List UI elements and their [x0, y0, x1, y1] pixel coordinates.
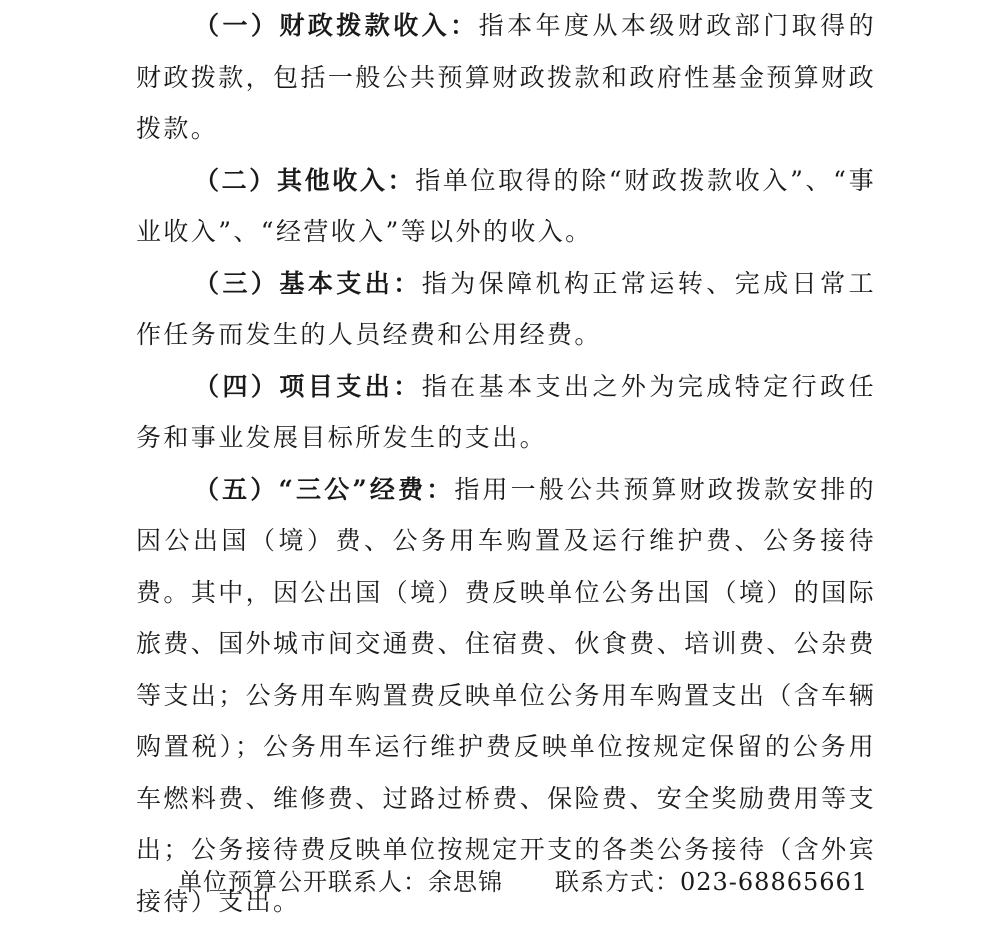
definition-text: 指在基本支出之外为完成特定行政任务和事业发展目标所发生的支出。: [136, 372, 876, 453]
definition-term: （三）基本支出：: [194, 269, 422, 298]
definition-text: 指用一般公共预算财政拨款安排的因公出国（境）费、公务用车购置及运行维护费、公务接待费。其中，因公出国（境）费反映单位公务出国（境）的国际旅费、国外城市间交通费、住宿费、伙食费、培训费、公杂费等支出；公务用车购置费反映单位公务用车购置支出（含车辆购置税）；公务用车运行维护费反映单位按规定保留的公务用车燃料费、维修费、过路过桥费、保险费、安全奖励费用等支出；公务接待费反映单位按规定开支的各类公务接待（含外宾接待）支出。: [136, 475, 876, 916]
contact-footer: [178, 862, 868, 902]
contact-person: 单位预算公开联系人：余思锦: [178, 868, 503, 896]
contact-method: 联系方式：023-68865661: [555, 868, 868, 896]
definition-paragraph: [136, 361, 876, 464]
definition-paragraph: [136, 258, 876, 361]
definition-text: 指单位取得的除“财政拨款收入”、“事业收入”、“经营收入”等以外的收入。: [136, 166, 876, 247]
definition-term: （二）其他收入：: [194, 166, 415, 195]
definition-term: （四）项目支出：: [194, 372, 422, 401]
definition-term: （五）“三公”经费：: [194, 475, 454, 504]
document-body: [136, 0, 876, 927]
definition-paragraph: [136, 155, 876, 258]
definition-paragraph: [136, 0, 876, 155]
definition-text: 指为保障机构正常运转、完成日常工作任务而发生的人员经费和公用经费。: [136, 269, 876, 350]
definition-term: （一）财政拨款收入：: [194, 11, 479, 40]
definition-text: 指本年度从本级财政部门取得的财政拨款，包括一般公共预算财政拨款和政府性基金预算财政拨款。: [136, 11, 876, 143]
definition-paragraph: [136, 464, 876, 927]
